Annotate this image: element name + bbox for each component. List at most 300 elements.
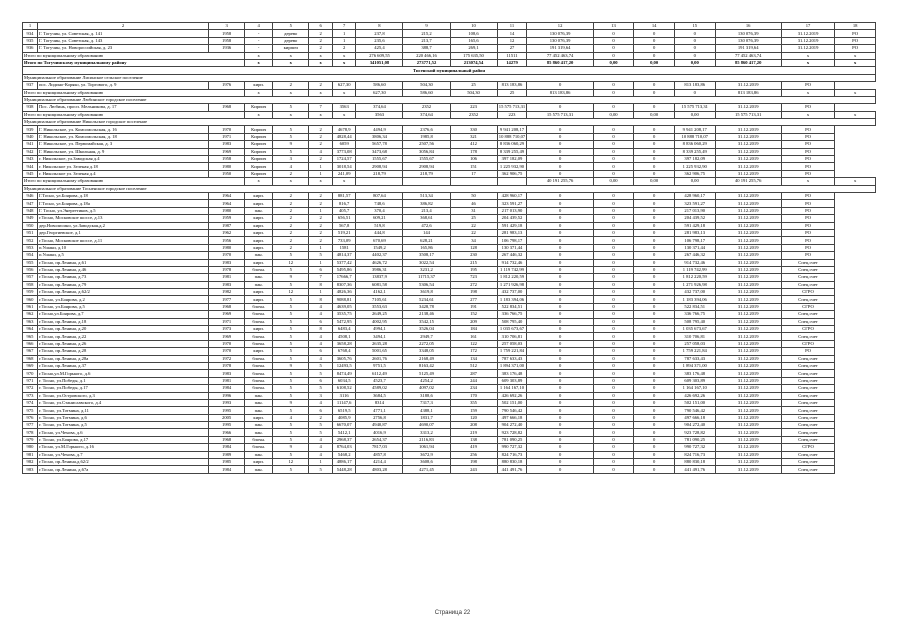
- table-row: [23, 237, 876, 244]
- table-cell: 0: [593, 45, 634, 52]
- table-cell: 1983: [208, 281, 244, 288]
- table-cell: 31.12.2019: [715, 104, 781, 111]
- table-row: [23, 326, 876, 333]
- table-row: [23, 451, 876, 458]
- table-cell: х: [781, 111, 834, 118]
- address-cell: г.Тосно, ул.Чехова, д.7: [37, 451, 208, 458]
- table-cell: 1 271 926,98: [674, 281, 715, 288]
- table-cell: 122: [450, 340, 497, 347]
- table-cell: 1 759 221,84: [674, 348, 715, 355]
- table-cell: 172: [450, 348, 497, 355]
- table-cell: 5: [273, 436, 309, 443]
- table-cell: 388,7: [403, 45, 450, 52]
- table-cell: 2: [273, 237, 309, 244]
- table-cell: 336 766,75: [674, 311, 715, 318]
- table-cell: 130 076,39: [715, 30, 781, 37]
- table-cell: Спец.счет: [781, 377, 834, 384]
- table-cell: 10 888 710,07: [674, 133, 715, 140]
- table-cell: 2376,6: [403, 126, 450, 133]
- table-cell: 0: [634, 370, 675, 377]
- table-cell: пан.: [245, 429, 273, 436]
- table-row: [23, 459, 876, 466]
- address-cell: г.Тосно, пр.Ленина, д.28а: [37, 355, 208, 362]
- table-cell: 1989: [208, 451, 244, 458]
- table-cell: 497 666,18: [497, 414, 527, 421]
- table-cell: -: [245, 37, 273, 44]
- table-cell: х: [781, 89, 834, 96]
- table-cell: 2: [273, 200, 309, 207]
- table-cell: 165,6: [450, 37, 497, 44]
- table-cell: 508 795,40: [674, 318, 715, 325]
- table-cell: 609 303,89: [674, 377, 715, 384]
- table-cell: 3542,15: [403, 318, 450, 325]
- table-cell: 1831,7: [403, 414, 450, 421]
- table-cell: 5: [273, 355, 309, 362]
- table-row: [23, 444, 876, 451]
- table-cell: 4857,8: [356, 451, 403, 458]
- column-number: 18: [835, 23, 876, 30]
- table-cell: 25: [450, 82, 497, 89]
- table-cell: 243: [450, 466, 497, 473]
- table-cell: кирп.: [245, 259, 273, 266]
- municipality-section-row: [23, 119, 876, 126]
- table-cell: 2507,56: [403, 141, 450, 148]
- table-cell: 0: [527, 192, 593, 199]
- table-cell: 0: [593, 170, 634, 177]
- table-cell: 257 058,03: [674, 340, 715, 347]
- table-cell: 9751,5: [356, 362, 403, 369]
- table-cell: 0: [527, 266, 593, 273]
- table-cell: 0: [527, 414, 593, 421]
- table-cell: 0: [634, 82, 675, 89]
- table-cell: 0: [634, 459, 675, 466]
- table-cell: 3563: [332, 104, 356, 111]
- table-cell: 8: [309, 281, 333, 288]
- table-cell: 1981: [208, 274, 244, 281]
- table-cell: 4: [309, 355, 333, 362]
- table-cell: 323 591,27: [497, 200, 527, 207]
- column-number-header-row: [23, 23, 876, 30]
- address-cell: г.Тосно,ул.Боярова, д.7: [37, 311, 208, 318]
- table-cell: пан.: [245, 466, 273, 473]
- table-cell: х: [309, 178, 333, 185]
- table-row: [23, 30, 876, 37]
- table-cell: 0: [593, 377, 634, 384]
- table-cell: 0: [527, 466, 593, 473]
- table-cell: 2649,25: [356, 311, 403, 318]
- table-cell: Кирпич: [245, 126, 273, 133]
- table-cell: 31.12.2019: [715, 141, 781, 148]
- table-cell: 0: [634, 407, 675, 414]
- table-cell: СГРО: [781, 340, 834, 347]
- table-cell: 4523,7: [356, 377, 403, 384]
- table-cell: 31.12.2019: [715, 274, 781, 281]
- table-cell: 7817,03: [356, 444, 403, 451]
- address-cell: г.Тосно, ул.Чехова, д.6: [37, 429, 208, 436]
- table-cell: 272: [450, 281, 497, 288]
- table-cell: 134: [450, 355, 497, 362]
- table-cell: 6081,58: [356, 281, 403, 288]
- table-cell: 0: [634, 289, 675, 296]
- table-cell: 1 812 220,59: [674, 274, 715, 281]
- table-cell: Спец.счет: [781, 274, 834, 281]
- table-cell: 0: [593, 82, 634, 89]
- table-cell: 1985,8: [403, 133, 450, 140]
- table-cell: 3672,9: [403, 451, 450, 458]
- total-label: Итого по муниципальному образованию: [23, 52, 245, 59]
- table-cell: 0: [674, 37, 715, 44]
- table-cell: 31.12.2019: [715, 399, 781, 406]
- table-cell: 0: [527, 318, 593, 325]
- table-row: [23, 377, 876, 384]
- table-cell: 4828,44: [332, 133, 356, 140]
- table-cell: 31.12.2019: [715, 296, 781, 303]
- table-cell: 1973: [208, 326, 244, 333]
- table-cell: 0: [527, 170, 593, 177]
- table-row: [23, 207, 876, 214]
- address-cell: г. Тосно, ул.Победы, д.17: [37, 385, 208, 392]
- municipality-section-row: [23, 185, 876, 192]
- table-cell: 5: [273, 252, 309, 259]
- table-cell: 9: [273, 444, 309, 451]
- table-row: [23, 392, 876, 399]
- table-cell: 1: [309, 459, 333, 466]
- table-cell: 31.12.2019: [715, 133, 781, 140]
- table-cell: 4214,4: [356, 459, 403, 466]
- address-cell: г. Тосно, ул.Островского, д.3: [37, 392, 208, 399]
- table-cell: 0: [593, 192, 634, 199]
- table-cell: 980: [23, 444, 38, 451]
- table-cell: 2: [309, 30, 333, 37]
- table-cell: 0,00: [674, 59, 715, 66]
- address-cell: г.Тосно, пр.Ленина, д.62/2: [37, 289, 208, 296]
- table-cell: 1969: [208, 148, 244, 155]
- table-cell: 1970: [208, 348, 244, 355]
- table-cell: 5: [309, 362, 333, 369]
- table-cell: 31: [450, 207, 497, 214]
- table-cell: 497 666,18: [674, 414, 715, 421]
- table-cell: 972: [23, 385, 38, 392]
- municipality-section-row: [23, 96, 876, 103]
- table-cell: 31.12.2019: [715, 326, 781, 333]
- table-cell: 965: [23, 333, 38, 340]
- table-cell: 9: [273, 362, 309, 369]
- table-cell: 504,30: [450, 89, 497, 96]
- total-label: Итого по Тогучинскому муниципальному району: [23, 59, 245, 66]
- table-cell: 0: [527, 163, 593, 170]
- address-cell: г.Тосно,ул.М.Горького, д.6: [37, 370, 208, 377]
- table-cell: 3022,54: [403, 259, 450, 266]
- address-cell: Г. Тосно, ул.Энергетиков, д.5: [37, 207, 208, 214]
- table-cell: 3494,1: [356, 333, 403, 340]
- table-cell: 5234,61: [403, 296, 450, 303]
- table-cell: 144: [403, 229, 450, 236]
- table-cell: 943: [23, 156, 38, 163]
- address-cell: г. Тосно, ул.Тотмина, д.5: [37, 422, 208, 429]
- table-cell: 3056,84: [403, 148, 450, 155]
- table-cell: 138: [450, 436, 497, 443]
- table-cell: 958: [23, 281, 38, 288]
- table-cell: 1: [332, 30, 356, 37]
- table-cell: 880 830,18: [497, 459, 527, 466]
- address-cell: г.Тосно, пр.Ленина, д.20: [37, 326, 208, 333]
- table-cell: 5: [309, 252, 333, 259]
- table-row: [23, 37, 876, 44]
- table-cell: -: [245, 45, 273, 52]
- table-cell: 15 575 713,31: [674, 104, 715, 111]
- table-cell: 0: [593, 222, 634, 229]
- table-row: [23, 192, 876, 199]
- table-cell: кирп.: [245, 414, 273, 421]
- table-row: [23, 466, 876, 473]
- table-cell: 321: [450, 133, 497, 140]
- table-cell: 441 491,76: [497, 466, 527, 473]
- address-cell: п.Ушаки, д.5: [37, 252, 208, 259]
- table-cell: 11715,37: [403, 274, 450, 281]
- table-cell: 425,4: [356, 45, 403, 52]
- table-cell: 969: [23, 362, 38, 369]
- table-cell: Спец.счет: [781, 385, 834, 392]
- subtotal-row: [23, 111, 876, 118]
- table-cell: 8: [309, 296, 333, 303]
- table-cell: 1 271 926,98: [497, 281, 527, 288]
- table-cell: 5: [273, 385, 309, 392]
- table-cell: 976: [23, 414, 38, 421]
- table-cell: 2352: [450, 111, 497, 118]
- table-cell: 0: [634, 148, 675, 155]
- table-cell: 964: [23, 326, 38, 333]
- table-cell: кирп.: [245, 244, 273, 251]
- table-cell: 0: [634, 259, 675, 266]
- table-cell: [497, 178, 527, 185]
- table-cell: 0: [527, 370, 593, 377]
- table-cell: 824 716,73: [497, 451, 527, 458]
- table-cell: 120: [450, 414, 497, 421]
- table-cell: 1555,67: [356, 156, 403, 163]
- table-cell: 0: [593, 392, 634, 399]
- table-cell: 0: [527, 377, 593, 384]
- table-cell: дерево: [273, 30, 309, 37]
- table-cell: 1977: [208, 296, 244, 303]
- table-cell: 0: [527, 407, 593, 414]
- table-cell: 5: [309, 422, 333, 429]
- table-cell: 3535,75: [332, 311, 356, 318]
- table-cell: 0: [527, 133, 593, 140]
- table-cell: 567,8: [332, 222, 356, 229]
- table-cell: 31.12.2019: [715, 333, 781, 340]
- address-cell: дер.Георгиевское, д.1: [37, 229, 208, 236]
- table-cell: 0: [593, 355, 634, 362]
- table-cell: 3428,78: [403, 303, 450, 310]
- table-cell: х: [781, 52, 834, 59]
- address-cell: г.Тосно, ул.М.Горького, д.16: [37, 444, 208, 451]
- table-cell: 1959: [208, 215, 244, 222]
- table-cell: 130 371,44: [674, 244, 715, 251]
- table-cell: х: [273, 59, 309, 66]
- table-row: [23, 385, 876, 392]
- municipality-section-row: [23, 74, 876, 81]
- table-cell: 4494,9: [356, 126, 403, 133]
- table-cell: 31.12.2019: [715, 370, 781, 377]
- table-cell: 383 176,48: [497, 370, 527, 377]
- table-cell: 880 830,18: [674, 459, 715, 466]
- table-cell: 0: [634, 229, 675, 236]
- table-cell: 2: [273, 222, 309, 229]
- address-cell: Г. Тогучин, ул. Новороссийская, д. 23: [37, 45, 208, 52]
- table-cell: х: [835, 111, 876, 118]
- table-cell: 813 183,86: [497, 82, 527, 89]
- table-cell: 31.12.2019: [715, 252, 781, 259]
- table-cell: 0: [634, 318, 675, 325]
- table-cell: 5412,1: [332, 429, 356, 436]
- table-cell: 0: [527, 156, 593, 163]
- table-cell: 502 151,00: [674, 399, 715, 406]
- total-label: Итого по муниципальному образованию: [23, 111, 245, 118]
- table-cell: 3116: [332, 392, 356, 399]
- table-cell: 130 371,44: [497, 244, 527, 251]
- table-row: [23, 156, 876, 163]
- table-cell: 0: [593, 370, 634, 377]
- table-cell: 220 466,16: [403, 52, 450, 59]
- table-cell: 5468,2: [332, 451, 356, 458]
- table-row: [23, 82, 876, 89]
- table-cell: СГРО: [781, 326, 834, 333]
- table-cell: 0: [593, 148, 634, 155]
- table-cell: Спец.счет: [781, 318, 834, 325]
- table-cell: 1 812 220,59: [497, 274, 527, 281]
- table-cell: 2272,05: [403, 340, 450, 347]
- table-cell: 0: [634, 281, 675, 288]
- table-cell: 106 798,17: [497, 237, 527, 244]
- table-cell: 1956: [208, 237, 244, 244]
- table-cell: 31.12.2019: [715, 362, 781, 369]
- table-cell: х: [309, 89, 333, 96]
- table-cell: 31.12.2019: [715, 436, 781, 443]
- table-cell: 6519,5: [332, 407, 356, 414]
- table-cell: пан.: [245, 252, 273, 259]
- table-cell: блочн.: [245, 444, 273, 451]
- table-cell: Кирпич: [245, 163, 273, 170]
- table-cell: 256: [450, 451, 497, 458]
- table-cell: 971: [23, 377, 38, 384]
- table-cell: 1936: [208, 45, 244, 52]
- table-cell: х: [273, 111, 309, 118]
- table-cell: 0: [593, 385, 634, 392]
- table-cell: 962: [23, 311, 38, 318]
- table-cell: 1 119 742,99: [497, 266, 527, 273]
- table-row: [23, 362, 876, 369]
- table-cell: 1555,67: [403, 156, 450, 163]
- table-cell: 195: [450, 266, 497, 273]
- table-cell: РО: [781, 141, 834, 148]
- table-row: [23, 200, 876, 207]
- table-cell: 4678,9: [332, 126, 356, 133]
- table-cell: 8764,03: [332, 444, 356, 451]
- table-cell: 2: [309, 222, 333, 229]
- table-cell: 2756,8: [356, 414, 403, 421]
- table-cell: 374,64: [356, 104, 403, 111]
- table-cell: 0: [674, 30, 715, 37]
- table-cell: РО: [781, 222, 834, 229]
- table-row: [23, 407, 876, 414]
- table-cell: 12493,5: [332, 362, 356, 369]
- table-cell: 4085,9: [332, 414, 356, 421]
- table-row: [23, 303, 876, 310]
- table-cell: 1958: [208, 37, 244, 44]
- table-cell: х: [332, 178, 356, 185]
- table-cell: 0: [634, 296, 675, 303]
- table-cell: 4388,1: [403, 407, 450, 414]
- table-cell: 2: [309, 82, 333, 89]
- table-cell: 341051,08: [356, 59, 403, 66]
- table-cell: 0: [527, 362, 593, 369]
- table-cell: 748,6: [356, 200, 403, 207]
- table-cell: 0: [634, 355, 675, 362]
- table-cell: 215,2: [403, 30, 450, 37]
- table-cell: 1970: [208, 340, 244, 347]
- table-cell: блочн.: [245, 436, 273, 443]
- table-cell: 0: [593, 259, 634, 266]
- table-cell: 904 272,40: [674, 422, 715, 429]
- table-cell: 336 766,75: [497, 311, 527, 318]
- table-cell: 5: [273, 318, 309, 325]
- table-row: [23, 370, 876, 377]
- table-cell: Спец.счет: [781, 436, 834, 443]
- table-row: [23, 399, 876, 406]
- table-row: [23, 148, 876, 155]
- table-cell: РО: [781, 104, 834, 111]
- table-cell: Спец.счет: [781, 459, 834, 466]
- table-cell: 955: [23, 259, 38, 266]
- table-cell: 1981: [208, 377, 244, 384]
- table-cell: 1983: [208, 370, 244, 377]
- table-cell: х: [245, 59, 273, 66]
- table-cell: 234: [450, 385, 497, 392]
- table-cell: 0: [527, 148, 593, 155]
- table-cell: 1970: [208, 252, 244, 259]
- table-cell: 273771,52: [403, 59, 450, 66]
- table-cell: 2: [273, 192, 309, 199]
- table-cell: 17666,7: [332, 274, 356, 281]
- table-cell: пан.: [245, 207, 273, 214]
- table-cell: 0: [527, 141, 593, 148]
- table-cell: 0: [593, 289, 634, 296]
- table-cell: 1: [309, 170, 333, 177]
- table-cell: 9: [273, 274, 309, 281]
- table-cell: 522 834,51: [674, 303, 715, 310]
- table-cell: 1971: [208, 318, 244, 325]
- table-cell: 5: [273, 422, 309, 429]
- table-cell: 1: [309, 259, 333, 266]
- table-cell: Спец.счет: [781, 399, 834, 406]
- table-cell: 2: [273, 229, 309, 236]
- table-cell: х: [781, 59, 834, 66]
- table-cell: 235,6: [356, 37, 403, 44]
- page-footer: Страница 22: [434, 610, 471, 616]
- table-row: [23, 333, 876, 340]
- table-cell: 276 609,55: [356, 52, 403, 59]
- table-cell: 4886,17: [332, 459, 356, 466]
- table-row: [23, 348, 876, 355]
- table-cell: 975: [23, 407, 38, 414]
- address-cell: г.Тосно, Московское шоссе, д.13: [37, 215, 208, 222]
- subtotal-row: [23, 52, 876, 59]
- table-cell: 0: [527, 348, 593, 355]
- table-cell: 6112,49: [356, 370, 403, 377]
- table-cell: 31.12.2019: [715, 407, 781, 414]
- table-cell: 1: [309, 163, 333, 170]
- table-cell: 966: [23, 340, 38, 347]
